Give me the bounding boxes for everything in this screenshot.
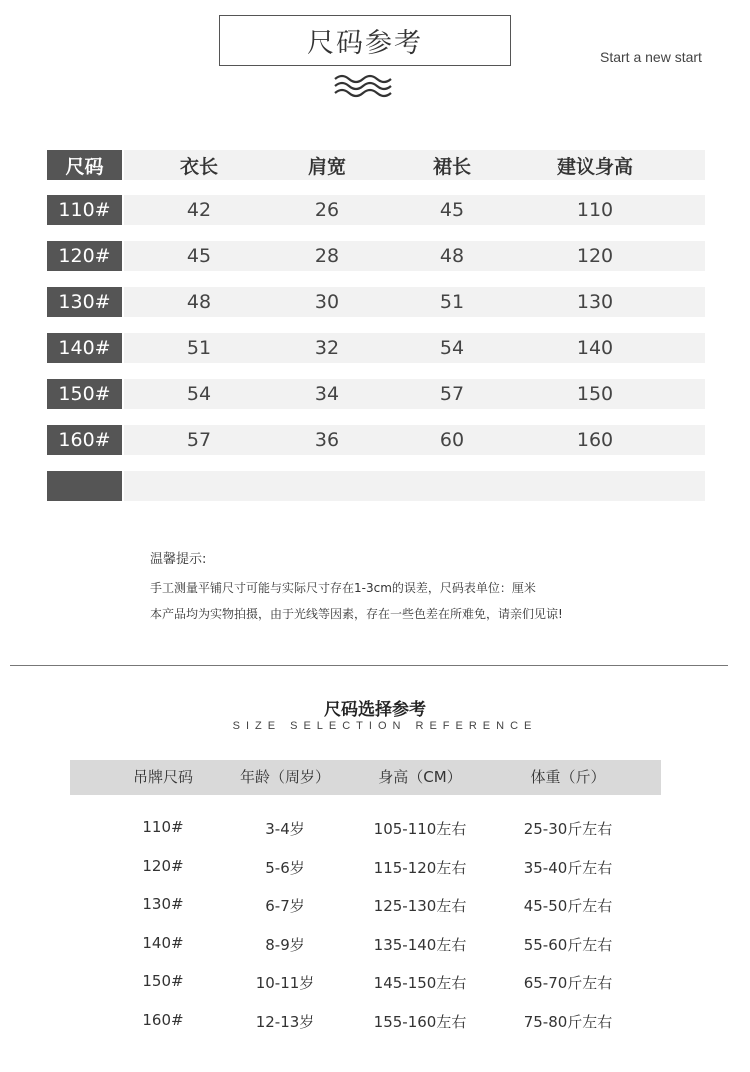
size-label-cell: 130# [47,287,122,317]
table-cell: 26 [314,199,340,221]
size-label-cell: 140# [47,333,122,363]
table-cell: 10-11岁 [255,974,315,992]
table-cell [535,471,655,501]
selection-title: 尺码选择参考 [324,700,426,720]
table-cell: 160# [142,1011,184,1029]
table-cell [392,471,512,501]
tips-notes [150,548,563,631]
table-cell: 57 [439,383,465,405]
table-row [0,1011,750,1033]
page-title-box [219,15,511,66]
table-row [0,972,750,994]
table-row [0,895,750,917]
tips-line: 本产品均为实物拍摄，由于光线等因素，存在一些色差在所难免，请亲们见谅! [150,607,563,621]
row-band [124,425,705,455]
table-cell: 75-80斤左右 [523,1013,613,1031]
tagline: Start a new start [600,49,702,65]
table-cell: 140 [576,337,614,359]
table-cell: 42 [186,199,212,221]
column-header: 年龄（周岁） [239,768,330,786]
table-cell: 115-120左右 [373,859,467,877]
table-cell: 5-6岁 [265,859,305,877]
tips-line: 手工测量平铺尺寸可能与实际尺寸存在1-3cm的误差，尺码表单位：厘米 [150,581,536,595]
table-cell [267,471,387,501]
table-cell: 155-160左右 [373,1013,467,1031]
table-cell: 160 [576,429,614,451]
size-table-header [47,150,705,180]
table-row [0,857,750,879]
size-table-row [47,287,705,317]
table-cell: 32 [314,337,340,359]
table-cell: 36 [314,429,340,451]
table-cell: 130# [142,895,184,913]
column-header: 衣长 [179,155,218,178]
row-band [124,287,705,317]
table-cell: 150# [142,972,184,990]
size-table-row [47,425,705,455]
table-cell: 60 [439,429,465,451]
table-cell: 3-4岁 [265,820,305,838]
column-header: 体重（斤） [530,768,606,786]
table-cell: 6-7岁 [265,897,305,915]
table-cell [139,471,259,501]
tips-title: 温馨提示: [150,552,207,567]
table-cell: 34 [314,383,340,405]
table-cell: 51 [439,291,465,313]
row-band [124,195,705,225]
table-cell: 48 [186,291,212,313]
column-header: 建议身高 [556,155,633,178]
size-label-cell: 160# [47,425,122,455]
wave-decoration-icon [333,73,395,99]
table-cell: 8-9岁 [265,936,305,954]
size-table-row [47,471,705,501]
row-band [124,471,705,501]
table-cell: 48 [439,245,465,267]
table-cell: 135-140左右 [373,936,467,954]
table-cell: 54 [439,337,465,359]
table-cell: 110 [576,199,614,221]
column-header: 身高（CM） [378,768,462,786]
size-table-row [47,379,705,409]
table-row [0,818,750,840]
table-cell: 105-110左右 [373,820,467,838]
page-title: 尺码参考 [307,28,423,59]
row-band [124,379,705,409]
table-cell: 150 [576,383,614,405]
table-cell: 45 [186,245,212,267]
table-cell: 12-13岁 [255,1013,315,1031]
table-row [0,934,750,956]
table-cell: 130 [576,291,614,313]
table-cell: 110# [142,818,184,836]
section-divider [10,665,728,666]
table-cell: 140# [142,934,184,952]
size-label-cell: 110# [47,195,122,225]
size-label-cell [47,471,122,501]
size-label-cell: 120# [47,241,122,271]
selection-subtitle: SIZE SELECTION REFERENCE [232,720,538,732]
table-cell: 54 [186,383,212,405]
table-cell: 30 [314,291,340,313]
row-band [124,333,705,363]
table-cell: 120# [142,857,184,875]
size-table-row [47,241,705,271]
table-cell: 65-70斤左右 [523,974,613,992]
table-cell: 57 [186,429,212,451]
column-header: 裙长 [432,155,471,178]
row-band [124,150,705,180]
row-band [124,241,705,271]
size-table-row [47,195,705,225]
table-cell: 25-30斤左右 [523,820,613,838]
table-cell: 51 [186,337,212,359]
size-header-cell: 尺码 [47,150,122,180]
table-cell: 145-150左右 [373,974,467,992]
table-cell: 55-60斤左右 [523,936,613,954]
table-cell: 28 [314,245,340,267]
table-cell: 125-130左右 [373,897,467,915]
selection-table-header [70,760,661,795]
size-label-cell: 150# [47,379,122,409]
column-header: 肩宽 [307,155,346,178]
table-cell: 35-40斤左右 [523,859,613,877]
table-cell: 120 [576,245,614,267]
size-table-row [47,333,705,363]
table-cell: 45 [439,199,465,221]
table-cell: 45-50斤左右 [523,897,613,915]
column-header: 吊牌尺码 [132,768,193,786]
